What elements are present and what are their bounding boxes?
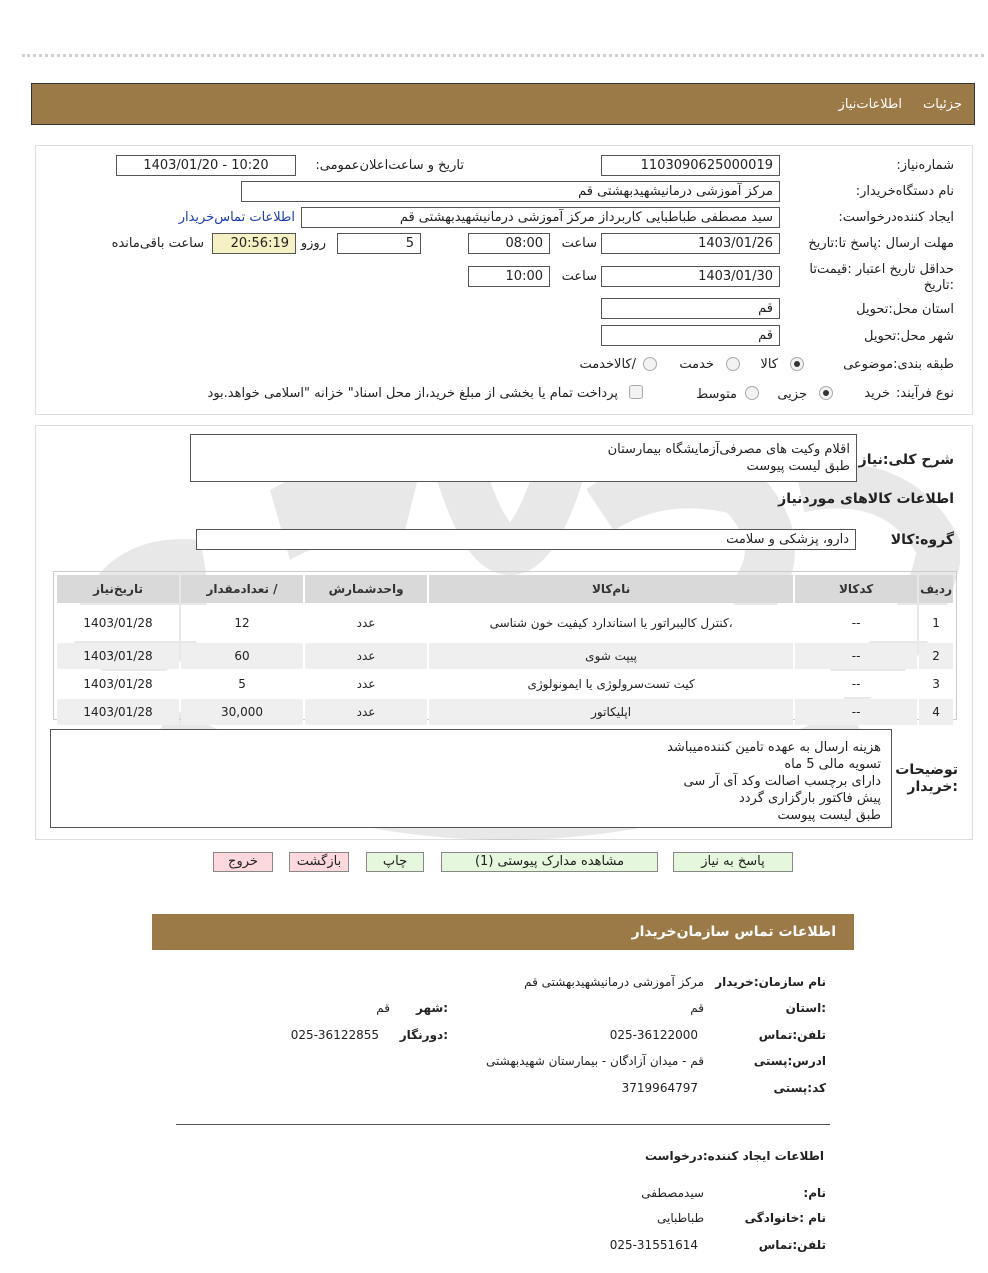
announce-date-label: تاریخ و ساعت‌اعلان‌عمومی:: [315, 158, 464, 173]
page-header-bar: [31, 83, 975, 125]
row-name: ،کنترل کالیبراتور یا استاندارد کیفیت خون شناسی: [429, 605, 793, 641]
remaining-time-label: ساعت باقی‌مانده: [111, 236, 204, 251]
creator-phone-value: 025-31551614: [609, 1238, 698, 1252]
row-index: 2: [919, 643, 953, 669]
row-name: کیت تست‌سرولوژی یا ایمونولوژی: [429, 671, 793, 697]
announce-date-field: 1403/01/20 - 10:20: [116, 155, 296, 176]
buyer-note-line-3: دارای برچسب اصالت وکد آی آر سی: [683, 774, 881, 789]
row-index: 3: [919, 671, 953, 697]
reply-to-need-button[interactable]: پاسخ به نیاز: [673, 852, 793, 872]
goods-info-heading: اطلاعات کالاهای موردنیاز: [778, 491, 954, 507]
tab-need-info[interactable]: اطلاعات‌نیاز: [838, 97, 902, 112]
process-buy-label: خرید: [864, 386, 890, 401]
contact-city-label: :شهر: [416, 1001, 448, 1015]
days-label: روزو: [300, 236, 326, 251]
general-description-label: شرح کلی:نیاز: [858, 452, 954, 468]
creator-info-title: اطلاعات ایجاد کننده:درخواست: [644, 1149, 824, 1163]
contact-city-value: قم: [376, 1001, 390, 1015]
province-field: قم: [601, 298, 780, 319]
buyer-note-line-1: هزینه ارسال به عهده تامین کننده‌میباشد: [667, 740, 881, 755]
category-goods-service-radio[interactable]: [643, 357, 657, 371]
col-unit-header: واحدشمارش: [305, 575, 427, 603]
goods-group-label: گروه:کالا: [890, 532, 954, 548]
contact-fax-value: 025-36122855: [290, 1028, 379, 1042]
contact-province-label: :استان: [785, 1001, 826, 1015]
contact-address-label: ادرس:پستی: [753, 1054, 826, 1068]
treasury-payment-checkbox[interactable]: [629, 385, 643, 399]
reply-date-field: 1403/01/26: [601, 233, 780, 254]
process-minor-radio[interactable]: [819, 386, 833, 400]
contact-phone-value: 025-36122000: [609, 1028, 698, 1042]
row-code: --: [795, 643, 917, 669]
process-minor-label: جزیی: [777, 387, 807, 402]
requester-label: ایجاد کننده‌درخواست:: [838, 210, 954, 225]
contact-phone-label: تلفن:تماس: [758, 1028, 826, 1042]
row-code: --: [795, 699, 917, 725]
reply-hour-label: ساعت: [561, 236, 597, 251]
row-code: --: [795, 671, 917, 697]
category-service-label: خدمت: [679, 357, 714, 372]
need-number-label: شماره‌نیاز:: [896, 158, 954, 173]
table-row: [57, 643, 953, 669]
print-button[interactable]: چاپ: [366, 852, 424, 872]
items-table: [55, 573, 955, 727]
contact-divider: [176, 1124, 830, 1125]
buyer-note-line-2: تسویه مالی 5 ماه: [784, 757, 881, 772]
top-dotted-divider: [22, 54, 984, 57]
row-unit: عدد: [305, 699, 427, 725]
row-date: 1403/01/28: [57, 643, 179, 669]
contact-org-label: نام سازمان:خریدار: [715, 975, 826, 989]
buyer-notes-box: [50, 729, 892, 828]
col-code-header: کدکالا: [795, 575, 917, 603]
validity-time-field: 10:00: [468, 266, 550, 287]
col-qty-header: / تعدادمقدار: [181, 575, 303, 603]
contact-address-value: قم - میدان آزادگان - بیمارستان شهیدبهشتی: [486, 1054, 704, 1068]
contact-postal-value: 3719964797: [621, 1081, 698, 1095]
col-row-header: ردیف: [919, 575, 953, 603]
row-index: 4: [919, 699, 953, 725]
buyer-contact-title: اطلاعات تماس سازمان‌خریدار: [631, 924, 836, 940]
table-row: [57, 671, 953, 697]
table-row: [57, 605, 953, 641]
process-medium-label: متوسط: [696, 387, 737, 402]
need-number-field: 1103090625000019: [601, 155, 780, 176]
row-date: 1403/01/28: [57, 671, 179, 697]
buyer-contact-header: [152, 914, 854, 950]
row-unit: عدد: [305, 643, 427, 669]
view-attachments-button[interactable]: مشاهده مدارک پیوستی (1): [441, 852, 658, 872]
treasury-payment-note: پرداخت تمام یا بخشی از مبلغ خرید،از محل اسناد" خزانه "اسلامی خواهد.بود: [207, 386, 618, 401]
process-medium-radio[interactable]: [745, 386, 759, 400]
contact-province-value: قم: [690, 1001, 704, 1015]
general-description-line-1: اقلام وکیت های مصرفی‌آزمایشگاه بیمارستان: [607, 442, 850, 457]
col-name-header: نام‌کالا: [429, 575, 793, 603]
row-index: 1: [919, 605, 953, 641]
row-date: 1403/01/28: [57, 605, 179, 641]
row-qty: 30,000: [181, 699, 303, 725]
creator-family-value: طباطبایی: [657, 1211, 704, 1225]
contact-postal-label: کد:پستی: [773, 1081, 826, 1095]
process-type-label: نوع فرآیند:: [896, 386, 954, 401]
contact-fax-label: :دورنگار: [399, 1028, 448, 1042]
general-description-box: [190, 434, 857, 482]
row-date: 1403/01/28: [57, 699, 179, 725]
category-label: طبقه بندی:موضوعی: [843, 357, 954, 372]
tab-details[interactable]: جزئیات: [923, 97, 962, 112]
goods-group-field: دارو، پزشکی و سلامت: [196, 529, 856, 550]
row-qty: 5: [181, 671, 303, 697]
creator-phone-label: تلفن:تماس: [758, 1238, 826, 1252]
reply-time-field: 08:00: [468, 233, 550, 254]
row-unit: عدد: [305, 605, 427, 641]
buyer-note-line-5: طبق لیست پیوست: [777, 808, 881, 823]
city-field: قم: [601, 325, 780, 346]
contact-org-value: مرکز آموزشی درمانیشهیدبهشتی قم: [524, 975, 704, 989]
general-description-line-2: طبق لیست پیوست: [746, 459, 850, 474]
creator-name-value: سیدمصطفی: [641, 1186, 704, 1200]
buyer-org-label: نام دستگاه‌خریدار:: [855, 184, 954, 199]
province-label: استان محل:تحویل: [856, 302, 954, 317]
creator-name-label: نام:: [803, 1186, 826, 1200]
creator-family-label: نام :خانوادگی: [744, 1211, 826, 1225]
category-service-radio[interactable]: [726, 357, 740, 371]
row-unit: عدد: [305, 671, 427, 697]
days-field: 5: [337, 233, 421, 254]
items-table-header: [57, 575, 953, 603]
buyer-org-field: مرکز آموزشی درمانیشهیدبهشتی قم: [241, 181, 780, 202]
validity-label: حداقل تاریخ اعتبار :قیمت‌تا :تاریخ: [809, 262, 954, 293]
row-code: --: [795, 605, 917, 641]
row-qty: 12: [181, 605, 303, 641]
row-name: اپلیکاتور: [429, 699, 793, 725]
table-row: [57, 699, 953, 725]
reply-deadline-label: مهلت ارسال :پاسخ تا:تاریخ: [808, 236, 954, 251]
category-goods-label: کالا: [760, 357, 778, 372]
category-goods-service-label: /کالاخدمت: [579, 357, 636, 372]
category-goods-radio[interactable]: [790, 357, 804, 371]
buyer-note-line-4: پیش فاکتور بارگزاری گردد: [738, 791, 881, 806]
remaining-time-field: 20:56:19: [212, 233, 296, 254]
row-qty: 60: [181, 643, 303, 669]
validity-hour-label: ساعت: [561, 269, 597, 284]
back-button[interactable]: بازگشت: [289, 852, 349, 872]
row-name: پیپت شوی: [429, 643, 793, 669]
requester-field: سید مصطفی طباطبایی کاربرداز مرکز آموزشی درمانیشهیدبهشتی قم: [301, 207, 780, 228]
buyer-contact-link[interactable]: اطلاعات تماس‌خریدار: [178, 210, 295, 225]
buyer-notes-label: توضیحات :خریدار: [895, 762, 958, 795]
exit-button[interactable]: خروج: [213, 852, 273, 872]
col-date-header: تاریخ‌نیاز: [57, 575, 179, 603]
city-label: شهر محل:تحویل: [864, 329, 954, 344]
validity-date-field: 1403/01/30: [601, 266, 780, 287]
